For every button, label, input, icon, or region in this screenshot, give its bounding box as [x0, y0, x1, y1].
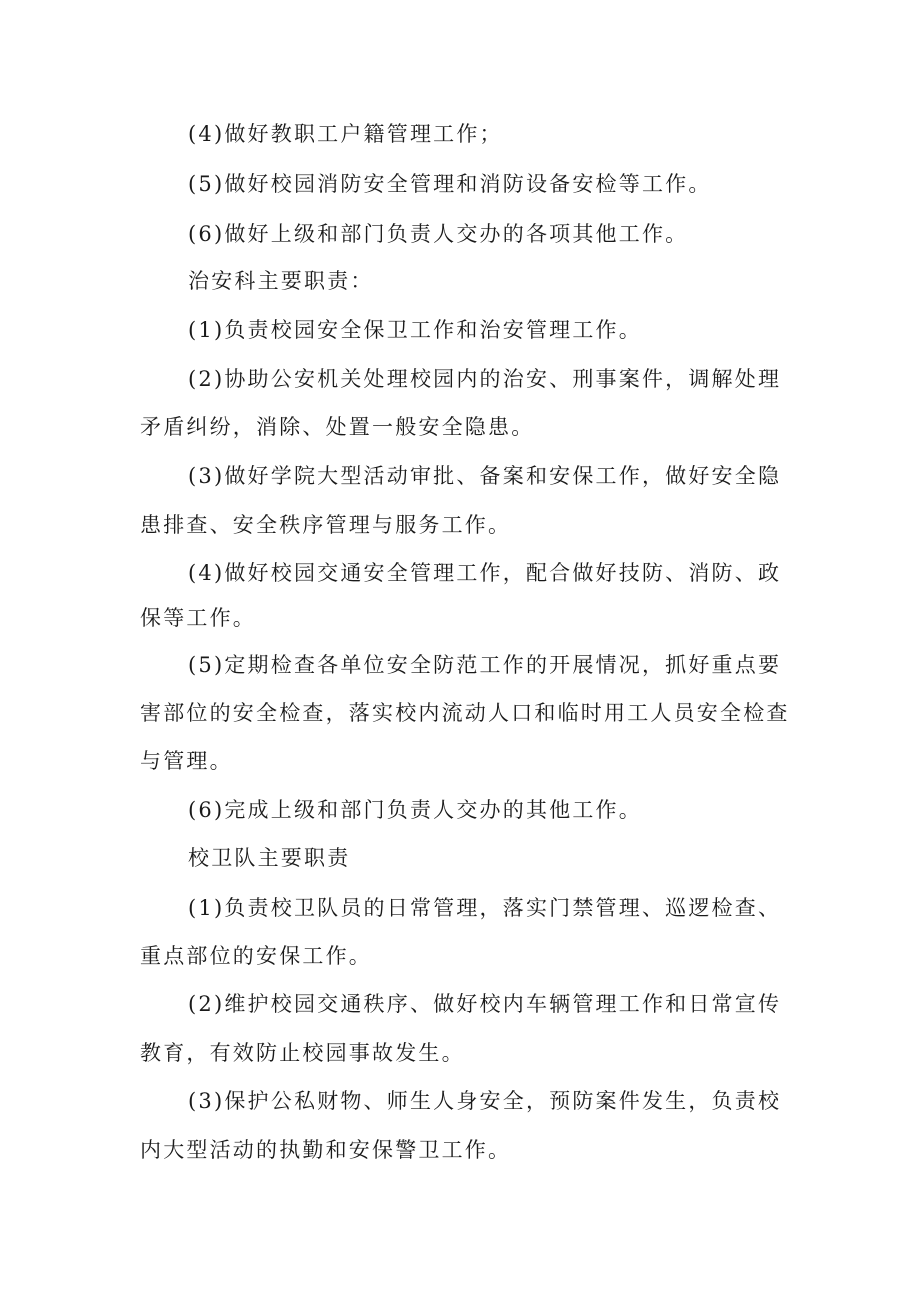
text-line: (6)完成上级和部门负责人交办的其他工作。 [188, 798, 642, 822]
text-line: 重点部位的安保工作。 [140, 944, 372, 968]
section-heading: 治安科主要职责： [188, 269, 374, 293]
text-line: 与管理。 [140, 749, 233, 773]
text-line: (1)负责校园安全保卫工作和治安管理工作。 [188, 318, 642, 342]
text-line: (2)维护校园交通秩序、做好校内车辆管理工作和日常宣传 [188, 992, 782, 1016]
text-line: (4)做好教职工户籍管理工作； [188, 122, 503, 146]
text-line: (3)保护公私财物、师生人身安全，预防案件发生，负责校 [188, 1089, 782, 1113]
text-line: (4)做好校园交通安全管理工作，配合做好技防、消防、政 [188, 561, 782, 585]
text-line: (3)做好学院大型活动审批、备案和安保工作，做好安全隐 [188, 464, 782, 488]
section-heading: 校卫队主要职责 [188, 846, 351, 870]
text-line: (5)做好校园消防安全管理和消防设备安检等工作。 [188, 172, 712, 196]
text-line: 内大型活动的执勤和安保警卫工作。 [140, 1138, 512, 1162]
text-line: (2)协助公安机关处理校园内的治安、刑事案件，调解处理 [188, 367, 782, 391]
text-line: 矛盾纠纷，消除、处置一般安全隐患。 [140, 415, 535, 439]
text-line: (6)做好上级和部门负责人交办的各项其他工作。 [188, 222, 689, 246]
text-line: 害部位的安全检查，落实校内流动人口和临时用工人员安全检查 [140, 701, 790, 725]
text-line: (5)定期检查各单位安全防范工作的开展情况，抓好重点要 [188, 653, 782, 677]
text-line: 教育，有效防止校园事故发生。 [140, 1041, 465, 1065]
text-line: 患排查、安全秩序管理与服务工作。 [140, 513, 512, 537]
text-line: 保等工作。 [140, 606, 256, 630]
text-line: (1)负责校卫队员的日常管理，落实门禁管理、巡逻检查、 [188, 896, 782, 920]
